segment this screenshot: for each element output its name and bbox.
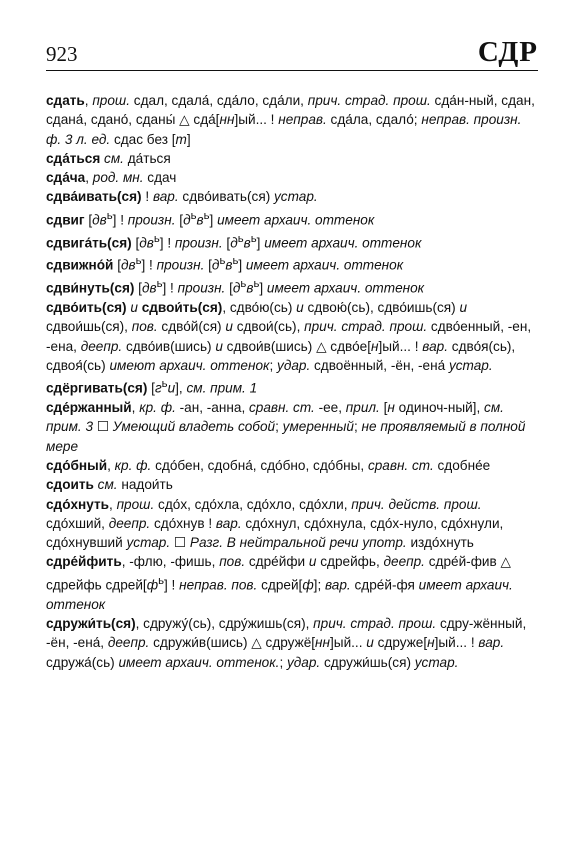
entry-sdvinut: сдви́нуть(ся) $[дв^ь]$ ! произн. $[д^ьв^ь]$ имеет архаич. оттенок — [46, 278, 425, 296]
entry-sdergivat: сдёргивать(ся) $[г^ьи]$, см. прим. 1 — [46, 378, 258, 396]
entry-sdruzhit: сдружи́ть(ся), сдружу́(сь), сдру́жишь(ся), прич. страд. прош. сдру-жённый, -ён, -ена́, деепр. сдружи́в(шись) △ сдружё[нн]ый... и сдруже[н]ый... ! вар. сдружа́(сь) имеет архаич. оттенок.; удар. сдружи́шь(ся) устар. — [46, 615, 527, 670]
entry-sdat: сдать, прош. сдал, сдала́, сда́ло, сда́ли, прич. страд. прош. сда́н-ный, сдан, сдана́, сдано́, сданы́ △ сда́[нн]ый... ! неправ. сда́ла, сдало́; неправ. произн. ф. 3 л. ед. сдас без [т] — [46, 93, 535, 147]
entry-sdvaivat: сдва́ивать(ся) ! вар. сдво́ивать(ся) устар. — [46, 189, 318, 205]
section-mark: СДР — [477, 36, 538, 68]
entry-sdvizhnoy: сдвижно́й $[дв^ь]$ ! произн. $[д^ьв^ь]$ имеет архаич. оттенок — [46, 255, 404, 273]
entry-sdvig: сдвиг $[дв^ь]$ ! произн. $[д^ьв^ь]$ имеет архаич. оттенок — [46, 209, 375, 228]
entry-sdacha: сда́ча, род. мн. сдач — [46, 170, 177, 186]
entry-sdvoit: сдво́ить(ся) и сдвои́ть(ся), сдво́ю(сь) и сдвою́(сь), сдво́ишь(ся) и сдвои́шь(ся), пов. сдво́й(ся) и сдвои́(сь), прич. страд. прош. сдво́енный, -ен, -ена, деепр. сдво́ив(шись) и сдвои́в(шись) △ сдво́е[н]ый... ! вар. сдво́я(сь), сдвоя́(сь) имеют архаич. оттенок; удар. сдвоённый, -ён, -ена́ устар. — [46, 300, 532, 373]
entry-sdvigat: сдвига́ть(ся) $[дв^ь]$ ! произн. $[д^ьв^ь]$ имеет архаич. оттенок — [46, 232, 422, 251]
page-number: 923 — [46, 42, 78, 66]
dictionary-entries — [46, 91, 540, 672]
entry-sderzhanny: сде́ржанный, кр. ф. -ан, -анна, сравн. ст. -ее, прил. [н одиноч-ный], см. прим. 3 ☐ Умеющий владеть собой; умеренный; не проявляемый в полной мере — [46, 400, 526, 454]
entry-sdatsya: сда́ться см. да́ться — [46, 150, 171, 166]
entry-sdoit: сдоить см. надои́ть — [46, 477, 173, 493]
page-header — [46, 36, 538, 71]
entry-sdreyfit: сдре́йфить, -флю, -фишь, пов. сдре́йфи и сдрейфь, деепр. сдре́й-фив △ сдрейфь $сдрей[ф^ь]$ ! неправ. пов. сдрей[ф]; вар. сдре́й-фя имеет архаич. оттенок — [46, 554, 513, 612]
entry-sdobny: сдо́бный, кр. ф. сдо́бен, сдобна́, сдо́бно, сдо́бны, сравн. ст. сдобне́е — [46, 458, 491, 473]
entry-sdokhnut: сдо́хнуть, прош. сдо́х, сдо́хла, сдо́хло, сдо́хли, прич. действ. прош. сдо́хший, деепр. сдо́хнув ! вар. сдо́хнул, сдо́хнула, сдо́х-нуло, сдо́хнули, сдо́хнувший устар. ☐ Разг. В нейтральной речи употр. издо́хнуть — [46, 496, 504, 551]
